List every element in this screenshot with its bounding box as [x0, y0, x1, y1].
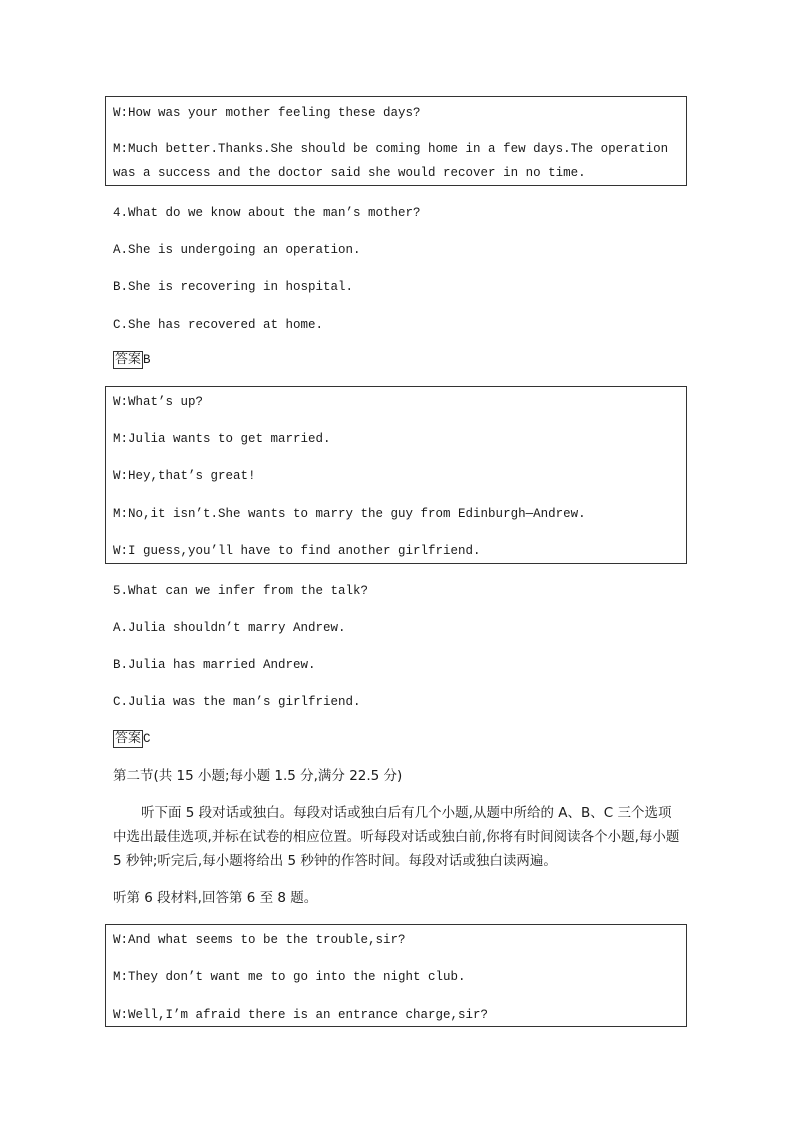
- option-b: B.Julia has married Andrew.: [113, 658, 316, 672]
- dialogue-box-4: [105, 386, 687, 564]
- dialogue-box-3: [105, 96, 687, 186]
- answer-value: B: [143, 353, 151, 367]
- dialogue-line: W:Well,I’m afraid there is an entrance charge,sir?: [113, 1008, 489, 1022]
- option-a: A.She is undergoing an operation.: [113, 243, 361, 257]
- option-b: B.She is recovering in hospital.: [113, 280, 354, 294]
- dialogue-box-6: [105, 924, 687, 1027]
- answer-value: C: [143, 732, 151, 746]
- answer-4: [113, 351, 151, 369]
- dialogue-line: W:I guess,you’ll have to find another girlfriend.: [113, 544, 481, 558]
- answer-label: 答案: [115, 731, 142, 746]
- material-intro: 听第 6 段材料,回答第 6 至 8 题。: [113, 890, 318, 906]
- option-c: C.Julia was the man’s girlfriend.: [113, 695, 361, 709]
- answer-label: 答案: [115, 352, 142, 367]
- option-c: C.She has recovered at home.: [113, 318, 324, 332]
- dialogue-line: M:No,it isn’t.She wants to marry the guy from Edinburgh—Andrew.: [113, 507, 586, 521]
- answer-5: [113, 730, 151, 748]
- dialogue-line: M:Julia wants to get married.: [113, 432, 331, 446]
- section-heading: 第二节(共 15 小题;每小题 1.5 分,满分 22.5 分): [113, 768, 403, 784]
- dialogue-line: M:They don’t want me to go into the night club.: [113, 970, 466, 984]
- dialogue-line: W:And what seems to be the trouble,sir?: [113, 933, 406, 947]
- dialogue-line: W:Hey,that’s great!: [113, 469, 256, 483]
- option-a: A.Julia shouldn’t marry Andrew.: [113, 621, 346, 635]
- question-5: 5.What can we infer from the talk?: [113, 584, 369, 598]
- dialogue-line: W:What’s up?: [113, 395, 204, 409]
- section-instructions: 听下面 5 段对话或独白。每段对话或独白后有几个小题,从题中所给的 A、B、C 三个选项中选出最佳选项,并标在试卷的相应位置。听每段对话或独白前,你将有时间阅读各个小题,每小题 5 秒钟;听完后,每小题将给出 5 秒钟的作答时间。每段对话或独白读两遍。: [113, 805, 680, 869]
- dialogue-line: W:How was your mother feeling these days?: [113, 106, 421, 120]
- question-4: 4.What do we know about the man’s mother?: [113, 206, 421, 220]
- dialogue-line: M:Much better.Thanks.She should be coming home in a few days.The operation was a success and the doctor said she would recover in no time.: [113, 142, 669, 180]
